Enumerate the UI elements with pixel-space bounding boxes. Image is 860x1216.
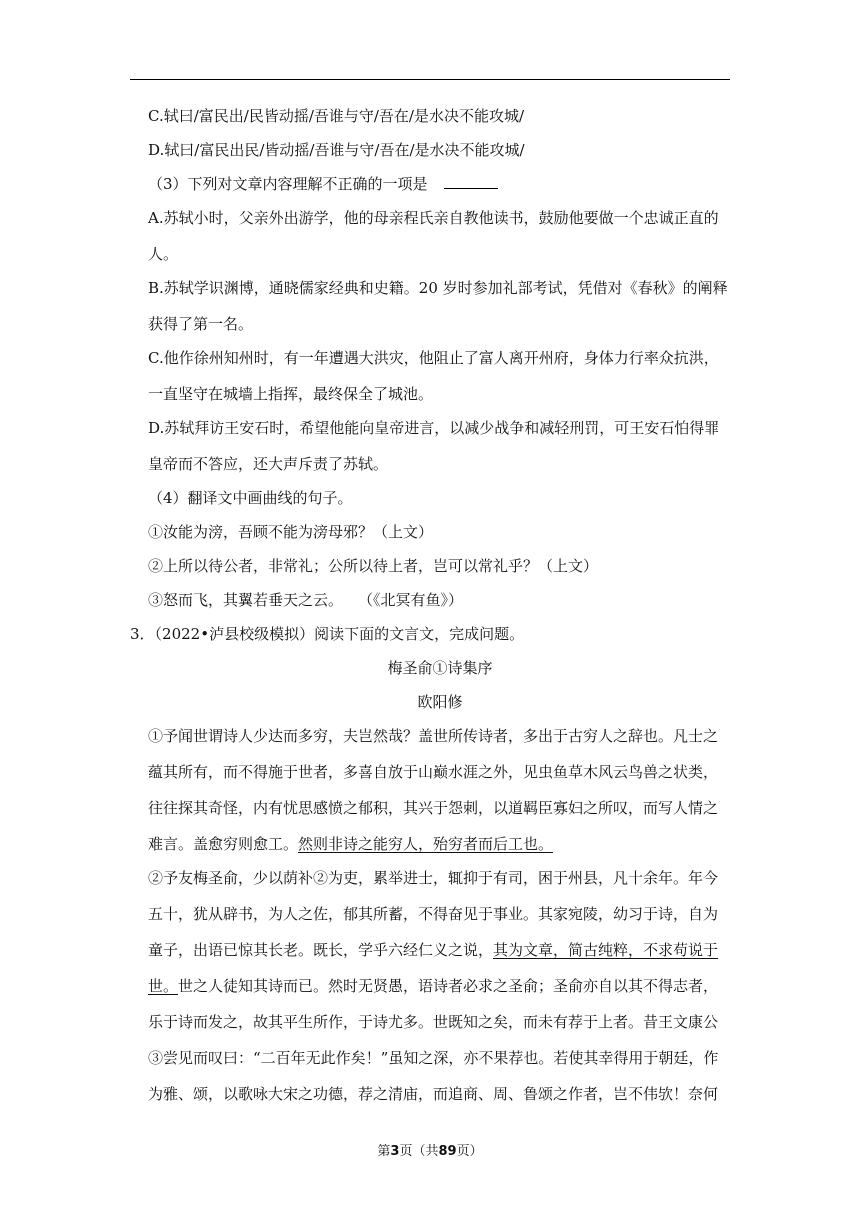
q3-option-c-line2: 一直坚守在城墙上指挥，最终保全了城池。	[148, 385, 434, 403]
question-3-header	[130, 624, 732, 644]
q3-stem-text: （3）下列对文章内容理解不正确的一项是	[148, 175, 428, 193]
para2-line3	[148, 940, 732, 960]
para1-underlined-sentence: 然则非诗之能穷人，殆穷者而后工也。	[298, 835, 554, 853]
answer-blank	[444, 174, 498, 189]
header-rule	[130, 79, 730, 80]
footer-total-pages: 89	[438, 1144, 457, 1159]
q4-sentence-1: ①汝能为滂，吾顾不能为滂母邪？（上文）	[148, 523, 434, 541]
q3-option-b-line1: B.苏轼学识渊博，通晓儒家经典和史籍。20 岁时参加礼部考试，凭借对《春秋》的阐释	[148, 279, 728, 297]
para2-line2: 五十，犹从辟书，为人之佐，郁其所蓄，不得奋见于事业。其家宛陵，幼习于诗，自为	[148, 905, 719, 923]
para2-line4	[148, 976, 732, 996]
footer-prefix: 第	[377, 1144, 391, 1159]
page-footer	[0, 1140, 860, 1159]
q4-stem: （4）翻译文中画曲线的句子。	[148, 489, 353, 507]
q3-option-a-line2: 人。	[148, 245, 179, 263]
question-3-header-text: 3．（2022•泸县校级模拟）阅读下面的文言文，完成问题。	[130, 625, 525, 643]
para2-line3-plain: 童子，出语已惊其长老。既长，学乎六经仁义之说，	[148, 941, 494, 959]
q3-option-d-line2: 皇帝而不答应，还大声斥责了苏轼。	[148, 455, 389, 473]
q4-sentence-2: ②上所以待公者，非常礼；公所以待上者，岂可以常礼乎？（上文）	[148, 557, 599, 575]
q3-option-b-line2: 获得了第一名。	[148, 315, 254, 333]
para2-line7: 为雅、颂，以歌咏大宋之功德，荐之清庙，而追商、周、鲁颂之作者，岂不伟欤！奈何	[148, 1085, 719, 1103]
para2-line6: ③尝见而叹曰：“二百年无此作矣！”虽知之深，亦不果荐也。若使其幸得用于朝廷，作	[148, 1049, 719, 1067]
para1-line2: 蕴其所有，而不得施于世者，多喜自放于山巅水涯之外，见虫鱼草木风云鸟兽之状类，	[148, 763, 719, 781]
passage-title: 梅圣俞①诗集序	[387, 659, 493, 677]
footer-suffix: 页）	[456, 1144, 483, 1159]
para1-line4-plain: 难言。盖愈穷则愈工。	[148, 835, 299, 853]
para2-line4-plain: 世之人徒知其诗而已。然时无贤愚，语诗者必求之圣俞；圣俞亦自以其不得志者，	[178, 977, 719, 995]
q4-sentence-3: ③怒而飞，其翼若垂天之云。 （《北冥有鱼》）	[148, 591, 464, 609]
q3-option-c-line1: C.他作徐州知州时，有一年遭遇大洪灾，他阻止了富人离开州府，身体力行率众抗洪，	[148, 349, 719, 367]
document-body	[130, 106, 732, 1120]
para2-line1: ②予友梅圣俞，少以荫补②为吏，累举进士，辄抑于有司，困于州县，凡十余年。年今	[148, 869, 719, 887]
footer-page-number: 3	[390, 1144, 400, 1159]
para2-line5: 乐于诗而发之，故其平生所作，于诗尤多。世既知之矣，而未有荐于上者。昔王文康公	[148, 1013, 719, 1031]
option-c-prev: C.轼曰/富民出/民皆动摇/吾谁与守/吾在/是水决不能攻城/	[148, 107, 525, 125]
q3-stem	[148, 174, 732, 194]
footer-mid: 页（共	[399, 1144, 439, 1159]
passage-author: 欧阳修	[417, 693, 463, 711]
para2-underlined-sentence-a: 其为文章，简古纯粹，不求苟说于	[493, 941, 719, 959]
para1-line1: ①予闻世谓诗人少达而多穷，夫岂然哉？盖世所传诗者，多出于古穷人之辞也。凡士之	[148, 727, 719, 745]
q3-option-a-line1: A.苏轼小时，父亲外出游学，他的母亲程氏亲自教他读书，鼓励他要做一个忠诚正直的	[148, 209, 719, 227]
q3-option-d-line1: D.苏轼拜访王安石时，希望他能向皇帝进言，以减少战争和减轻刑罚，可王安石怕得罪	[148, 419, 720, 437]
para1-line3: 往往探其奇怪，内有忧思感愤之郁积，其兴于怨刺，以道羁臣寡妇之所叹，而写人情之	[148, 799, 719, 817]
para1-line4	[148, 834, 732, 854]
para2-underlined-sentence-b: 世。	[148, 977, 179, 995]
option-d-prev: D.轼曰/富民出民/皆动摇/吾谁与守/吾在/是水决不能攻城/	[148, 141, 525, 159]
